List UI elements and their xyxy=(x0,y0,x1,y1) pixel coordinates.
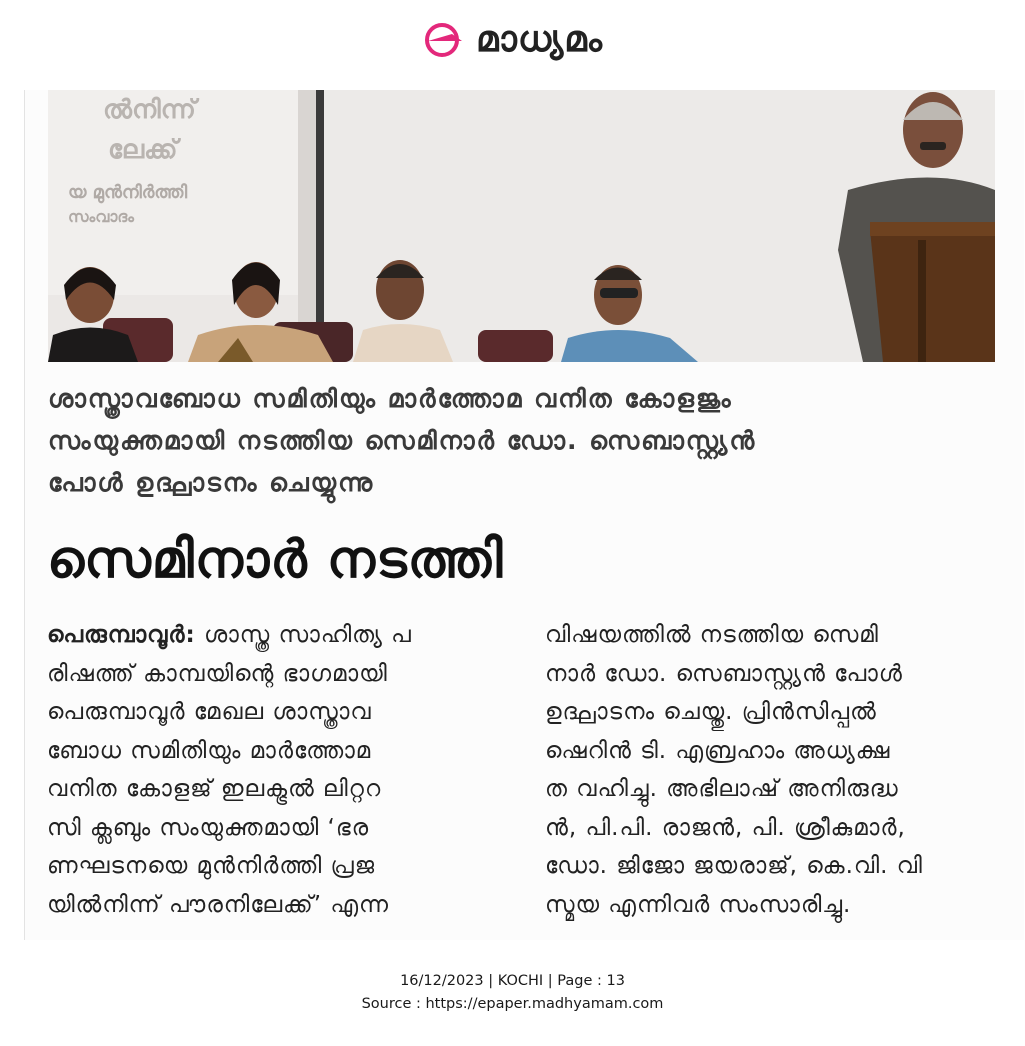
screen-text-1: ൽനിന്ന് xyxy=(103,95,196,125)
article-line: വിഷയത്തിൽ നടത്തിയ സെമി xyxy=(545,622,879,648)
article-headline: സെമിനാർ നടത്തി xyxy=(47,530,504,590)
caption-line: പോൾ ഉദ്ഘാടനം ചെയ്യുന്നു xyxy=(48,468,375,497)
article-line: ഷെറിൻ ടി. എബ്രഹാം അധ്യക്ഷ xyxy=(545,737,891,764)
article-column-right xyxy=(545,616,1005,924)
masthead xyxy=(0,0,1025,80)
article-line: നാർ ഡോ. സെബാസ്റ്റ്യൻ പോൾ xyxy=(545,660,903,687)
article-line: ഉദ്ഘാടനം ചെയ്തു. പ്രിൻസിപ്പൽ xyxy=(545,699,877,725)
article-line xyxy=(47,616,507,655)
article-line: സി ക്ലബും സംയുക്തമായി ‘ഭര xyxy=(47,814,370,841)
article-line: ത വഹിച്ചു. അഭിലാഷ് അനിരുദ്ധ xyxy=(545,776,899,802)
article-line: ബോധ സമിതിയും മാർത്തോമ xyxy=(47,737,372,764)
date-edition-page: 16/12/2023 | KOCHI | Page : 13 xyxy=(400,973,625,989)
article-line: പെരുമ്പാവൂർ മേഖല ശാസ്ത്രാവ xyxy=(47,699,372,725)
photo-caption xyxy=(48,378,948,504)
article-line: ൻ, പി.പി. രാജൻ, പി. ശ്രീകുമാർ, xyxy=(545,814,906,841)
seminar-photo-image xyxy=(48,90,995,362)
article-text: ശാസ്ത്ര സാഹിത്യ പ xyxy=(195,622,412,648)
article-line: രിഷത്ത് കാമ്പയിന്റെ ഭാഗമായി xyxy=(47,660,388,687)
newspaper-title: മാധ്യമം xyxy=(475,19,604,60)
screen-text-4: സംവാദം xyxy=(68,207,134,226)
article-column-left xyxy=(47,616,507,924)
article-line: സ്മയ എന്നിവർ സംസാരിച്ചു. xyxy=(545,891,852,918)
caption-line: ശാസ്ത്രാവബോധ സമിതിയും മാർത്തോമ വനിത കോളജും xyxy=(48,384,733,413)
footer xyxy=(0,970,1025,1016)
madhyamam-bird-logo-icon xyxy=(422,20,468,60)
news-clipping xyxy=(24,90,1024,940)
screen-text-3: യ മുൻനിർത്തി xyxy=(68,182,188,203)
screen-text-2: ലേക്ക് xyxy=(108,135,178,165)
article-line: ണഘടനയെ മുൻനിർത്തി പ്രജ xyxy=(47,853,376,879)
article-line: യിൽനിന്ന് പൗരനിലേക്ക്’ എന്ന xyxy=(47,891,389,918)
caption-line: സംയുക്തമായി നടത്തിയ സെമിനാർ ഡോ. സെബാസ്റ്റ്യൻ xyxy=(48,426,757,455)
article-line: ഡോ. ജിജോ ജയരാജ്, കെ.വി. വി xyxy=(545,853,923,879)
source-link[interactable]: Source : https://epaper.madhyamam.com xyxy=(361,996,664,1012)
article-line: വനിത കോളജ് ഇലക്ട്രൽ ലിറ്ററ xyxy=(47,776,382,802)
logo xyxy=(422,19,603,61)
dateline: പെരുമ്പാവൂർ: xyxy=(47,622,196,648)
